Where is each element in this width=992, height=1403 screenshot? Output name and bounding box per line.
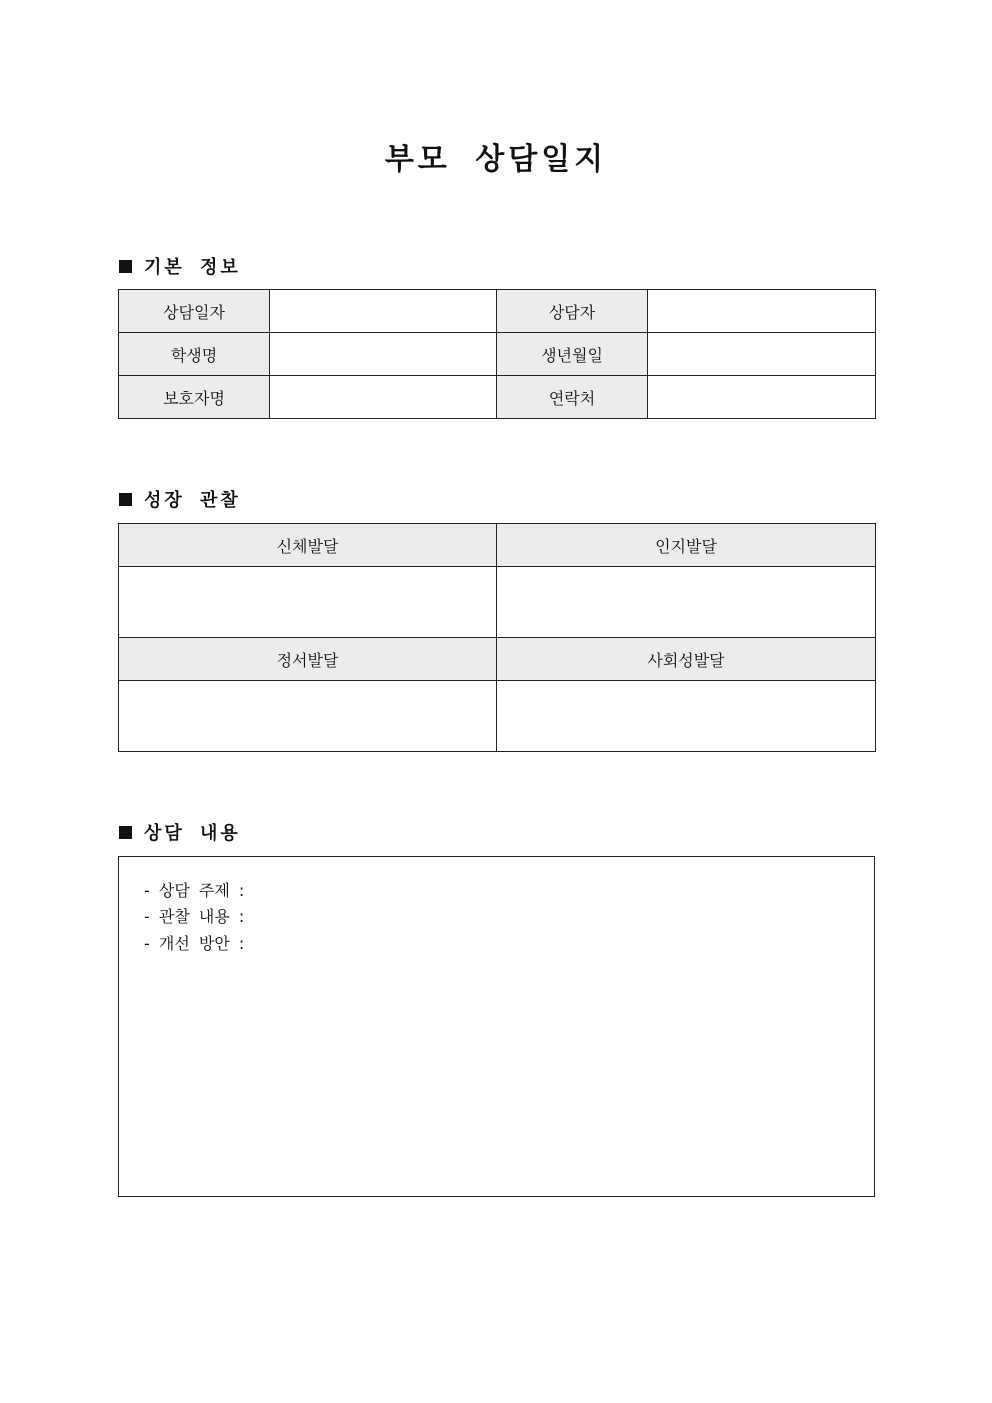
student-name-field[interactable] (270, 333, 497, 376)
header-emotional-development: 정서발달 (119, 638, 497, 681)
table-row (119, 290, 876, 333)
basic-info-table (118, 289, 876, 419)
square-bullet-icon (119, 260, 132, 273)
physical-development-field[interactable] (119, 567, 497, 638)
table-row (119, 638, 876, 681)
counsel-date-field[interactable] (270, 290, 497, 333)
table-row (119, 524, 876, 567)
section-heading-growth (119, 486, 241, 512)
table-row (119, 376, 876, 419)
section-heading-basic-info (119, 253, 241, 279)
label-birth-date: 생년월일 (497, 333, 648, 376)
emotional-development-field[interactable] (119, 681, 497, 752)
birth-date-field[interactable] (648, 333, 876, 376)
section-heading-text: 기본 정보 (144, 257, 241, 278)
counselor-field[interactable] (648, 290, 876, 333)
page-title: 부모 상담일지 (384, 142, 608, 177)
observation-line: - 관찰 내용 : (144, 907, 245, 926)
section-heading-consult (119, 819, 241, 845)
header-social-development: 사회성발달 (497, 638, 876, 681)
header-cognitive-development: 인지발달 (497, 524, 876, 567)
consultation-content-box[interactable] (118, 856, 875, 1197)
square-bullet-icon (119, 493, 132, 506)
label-counsel-date: 상담일자 (119, 290, 270, 333)
contact-field[interactable] (648, 376, 876, 419)
section-heading-text: 성장 관찰 (144, 490, 241, 511)
square-bullet-icon (119, 826, 132, 839)
label-guardian-name: 보호자명 (119, 376, 270, 419)
cognitive-development-field[interactable] (497, 567, 876, 638)
table-row (119, 567, 876, 638)
improvement-plan-line: - 개선 방안 : (144, 934, 245, 953)
label-contact: 연락처 (497, 376, 648, 419)
social-development-field[interactable] (497, 681, 876, 752)
table-row (119, 333, 876, 376)
label-student-name: 학생명 (119, 333, 270, 376)
label-counselor: 상담자 (497, 290, 648, 333)
guardian-name-field[interactable] (270, 376, 497, 419)
consult-topic-line: - 상담 주제 : (144, 881, 245, 900)
growth-observation-table (118, 523, 876, 752)
section-heading-text: 상담 내용 (144, 823, 241, 844)
header-physical-development: 신체발달 (119, 524, 497, 567)
table-row (119, 681, 876, 752)
